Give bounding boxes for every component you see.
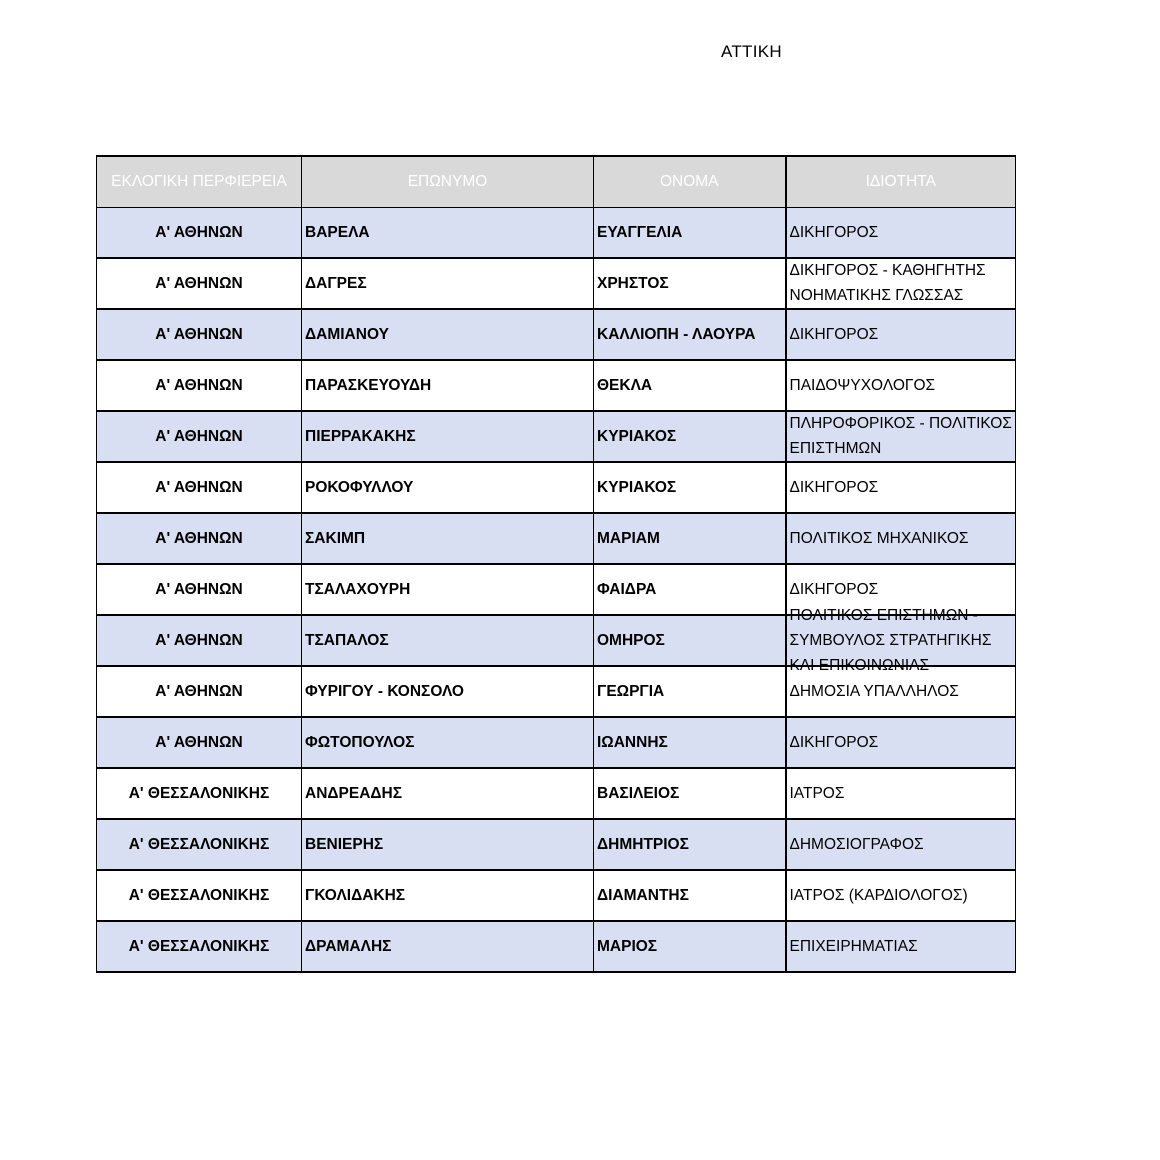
profession-wrapper [790, 259, 1013, 308]
cell-name: ΧΡΗΣΤΟΣ [594, 258, 786, 309]
cell-profession [786, 462, 1016, 513]
header-region: ΕΚΛΟΓΙΚΗ ΠΕΡΦΙΕΡΕΙΑ [97, 156, 302, 207]
profession-wrapper [790, 310, 1013, 359]
table-header [97, 156, 1016, 207]
profession-text: ΙΑΤΡΟΣ (ΚΑΡΔΙΟΛΟΓΟΣ) [789, 886, 968, 904]
cell-profession [786, 513, 1016, 564]
profession-text: ΔΗΜΟΣΙΟΓΡΑΦΟΣ [789, 835, 924, 853]
cell-name: ΜΑΡΙΟΣ [594, 921, 786, 972]
profession-text: ΔΙΚΗΓΟΡΟΣ [789, 580, 879, 598]
cell-profession [786, 717, 1016, 768]
profession-wrapper [790, 871, 1013, 920]
table-row [97, 819, 1016, 870]
cell-surname: ΑΝΔΡΕΑΔΗΣ [302, 768, 594, 819]
table-row [97, 258, 1016, 309]
header-surname: ΕΠΩΝΥΜΟ [302, 156, 594, 207]
cell-profession [786, 819, 1016, 870]
table-row [97, 921, 1016, 972]
table-row [97, 870, 1016, 921]
profession-wrapper [790, 208, 1013, 257]
cell-profession [786, 606, 1016, 674]
profession-wrapper [789, 606, 1013, 674]
page-title: ΑΤΤΙΚΗ [721, 42, 782, 61]
cell-profession [786, 870, 1016, 921]
profession-text: ΙΑΤΡΟΣ [789, 784, 845, 802]
profession-text: ΔΙΚΗΓΟΡΟΣ [789, 733, 879, 751]
profession-text: ΔΙΚΗΓΟΡΟΣ [789, 223, 879, 241]
profession-wrapper [790, 361, 1013, 410]
profession-wrapper [790, 514, 1013, 563]
cell-region: Α' ΘΕΣΣΑΛΟΝΙΚΗΣ [97, 921, 302, 972]
cell-surname: ΠΑΡΑΣΚΕΥΟΥΔΗ [302, 360, 594, 411]
cell-surname: ΠΙΕΡΡΑΚΑΚΗΣ [302, 411, 594, 462]
cell-name: ΦΑΙΔΡΑ [594, 564, 786, 615]
profession-wrapper [790, 820, 1013, 869]
cell-name: ΚΑΛΛΙΟΠΗ - ΛΑΟΥΡΑ [594, 309, 786, 360]
table-body [97, 207, 1016, 972]
profession-text: ΠΑΙΔΟΨΥΧΟΛΟΓΟΣ [789, 376, 936, 394]
profession-wrapper [790, 922, 1013, 971]
table-row [97, 360, 1016, 411]
cell-profession [786, 360, 1016, 411]
table-row [97, 411, 1016, 462]
cell-name: ΙΩΑΝΝΗΣ [594, 717, 786, 768]
table-row [97, 207, 1016, 258]
cell-surname: ΤΣΑΛΑΧΟΥΡΗ [302, 564, 594, 615]
cell-surname: ΔΡΑΜΑΛΗΣ [302, 921, 594, 972]
cell-region: Α' ΑΘΗΝΩΝ [97, 462, 302, 513]
cell-region: Α' ΑΘΗΝΩΝ [97, 615, 302, 666]
cell-surname: ΔΑΜΙΑΝΟΥ [302, 309, 594, 360]
cell-region: Α' ΘΕΣΣΑΛΟΝΙΚΗΣ [97, 870, 302, 921]
header-name: ΟΝΟΜΑ [594, 156, 786, 207]
cell-surname: ΦΥΡΙΓΟΥ - ΚΟΝΣΟΛΟ [302, 666, 594, 717]
profession-text: ΠΟΛΙΤΙΚΟΣ ΕΠΙΣΤΗΜΩΝ - ΣΥΜΒΟΥΛΟΣ ΣΤΡΑΤΗΓΙΚΗΣ ΚΑΙ ΕΠΙΚΟΙΝΩΝΙΑΣ [789, 606, 992, 674]
cell-region: Α' ΑΘΗΝΩΝ [97, 207, 302, 258]
profession-text: ΔΙΚΗΓΟΡΟΣ [789, 478, 879, 496]
cell-name: ΔΗΜΗΤΡΙΟΣ [594, 819, 786, 870]
cell-surname: ΦΩΤΟΠΟΥΛΟΣ [302, 717, 594, 768]
profession-text: ΔΙΚΗΓΟΡΟΣ [789, 325, 879, 343]
cell-surname: ΣΑΚΙΜΠ [302, 513, 594, 564]
table-row [97, 309, 1016, 360]
cell-name: ΒΑΣΙΛΕΙΟΣ [594, 768, 786, 819]
cell-profession [786, 921, 1016, 972]
cell-name: ΓΕΩΡΓΙΑ [594, 666, 786, 717]
cell-profession [786, 258, 1016, 309]
profession-text: ΠΟΛΙΤΙΚΟΣ ΜΗΧΑΝΙΚΟΣ [789, 529, 969, 547]
header-row [97, 156, 1016, 207]
cell-region: Α' ΑΘΗΝΩΝ [97, 258, 302, 309]
cell-profession [786, 768, 1016, 819]
header-profession: ΙΔΙΟΤΗΤΑ [786, 156, 1016, 207]
cell-region: Α' ΑΘΗΝΩΝ [97, 513, 302, 564]
cell-profession [786, 411, 1016, 462]
profession-text: ΔΗΜΟΣΙΑ ΥΠΑΛΛΗΛΟΣ [789, 682, 959, 700]
cell-name: ΚΥΡΙΑΚΟΣ [594, 462, 786, 513]
table-row [97, 615, 1016, 666]
cell-profession [786, 207, 1016, 258]
profession-wrapper [790, 412, 1013, 461]
cell-region: Α' ΑΘΗΝΩΝ [97, 411, 302, 462]
cell-name: ΟΜΗΡΟΣ [594, 615, 786, 666]
cell-name: ΚΥΡΙΑΚΟΣ [594, 411, 786, 462]
table-row [97, 513, 1016, 564]
cell-surname: ΔΑΓΡΕΣ [302, 258, 594, 309]
cell-name: ΜΑΡΙΑΜ [594, 513, 786, 564]
cell-region: Α' ΑΘΗΝΩΝ [97, 564, 302, 615]
cell-surname: ΒΕΝΙΕΡΗΣ [302, 819, 594, 870]
profession-wrapper [790, 769, 1013, 818]
cell-region: Α' ΑΘΗΝΩΝ [97, 360, 302, 411]
cell-region: Α' ΘΕΣΣΑΛΟΝΙΚΗΣ [97, 819, 302, 870]
cell-region: Α' ΑΘΗΝΩΝ [97, 717, 302, 768]
cell-surname: ΓΚΟΛΙΔΑΚΗΣ [302, 870, 594, 921]
cell-name: ΕΥΑΓΓΕΛΙΑ [594, 207, 786, 258]
cell-surname: ΤΣΑΠΑΛΟΣ [302, 615, 594, 666]
table-row [97, 717, 1016, 768]
cell-name: ΘΕΚΛΑ [594, 360, 786, 411]
profession-wrapper [790, 718, 1013, 767]
cell-region: Α' ΘΕΣΣΑΛΟΝΙΚΗΣ [97, 768, 302, 819]
cell-region: Α' ΑΘΗΝΩΝ [97, 666, 302, 717]
profession-text: ΠΛΗΡΟΦΟΡΙΚΟΣ - ΠΟΛΙΤΙΚΟΣ ΕΠΙΣΤΗΜΩΝ [789, 415, 1012, 457]
profession-text: ΕΠΙΧΕΙΡΗΜΑΤΙΑΣ [789, 937, 918, 955]
profession-text: ΔΙΚΗΓΟΡΟΣ - ΚΑΘΗΓΗΤΗΣ ΝΟΗΜΑΤΙΚΗΣ ΓΛΩΣΣΑΣ [789, 262, 986, 304]
cell-surname: ΡΟΚΟΦΥΛΛΟΥ [302, 462, 594, 513]
cell-name: ΔΙΑΜΑΝΤΗΣ [594, 870, 786, 921]
cell-region: Α' ΑΘΗΝΩΝ [97, 309, 302, 360]
table-row [97, 462, 1016, 513]
table-row [97, 768, 1016, 819]
candidates-table [96, 155, 1016, 973]
profession-wrapper [790, 463, 1013, 512]
cell-profession [786, 309, 1016, 360]
cell-surname: ΒΑΡΕΛΑ [302, 207, 594, 258]
